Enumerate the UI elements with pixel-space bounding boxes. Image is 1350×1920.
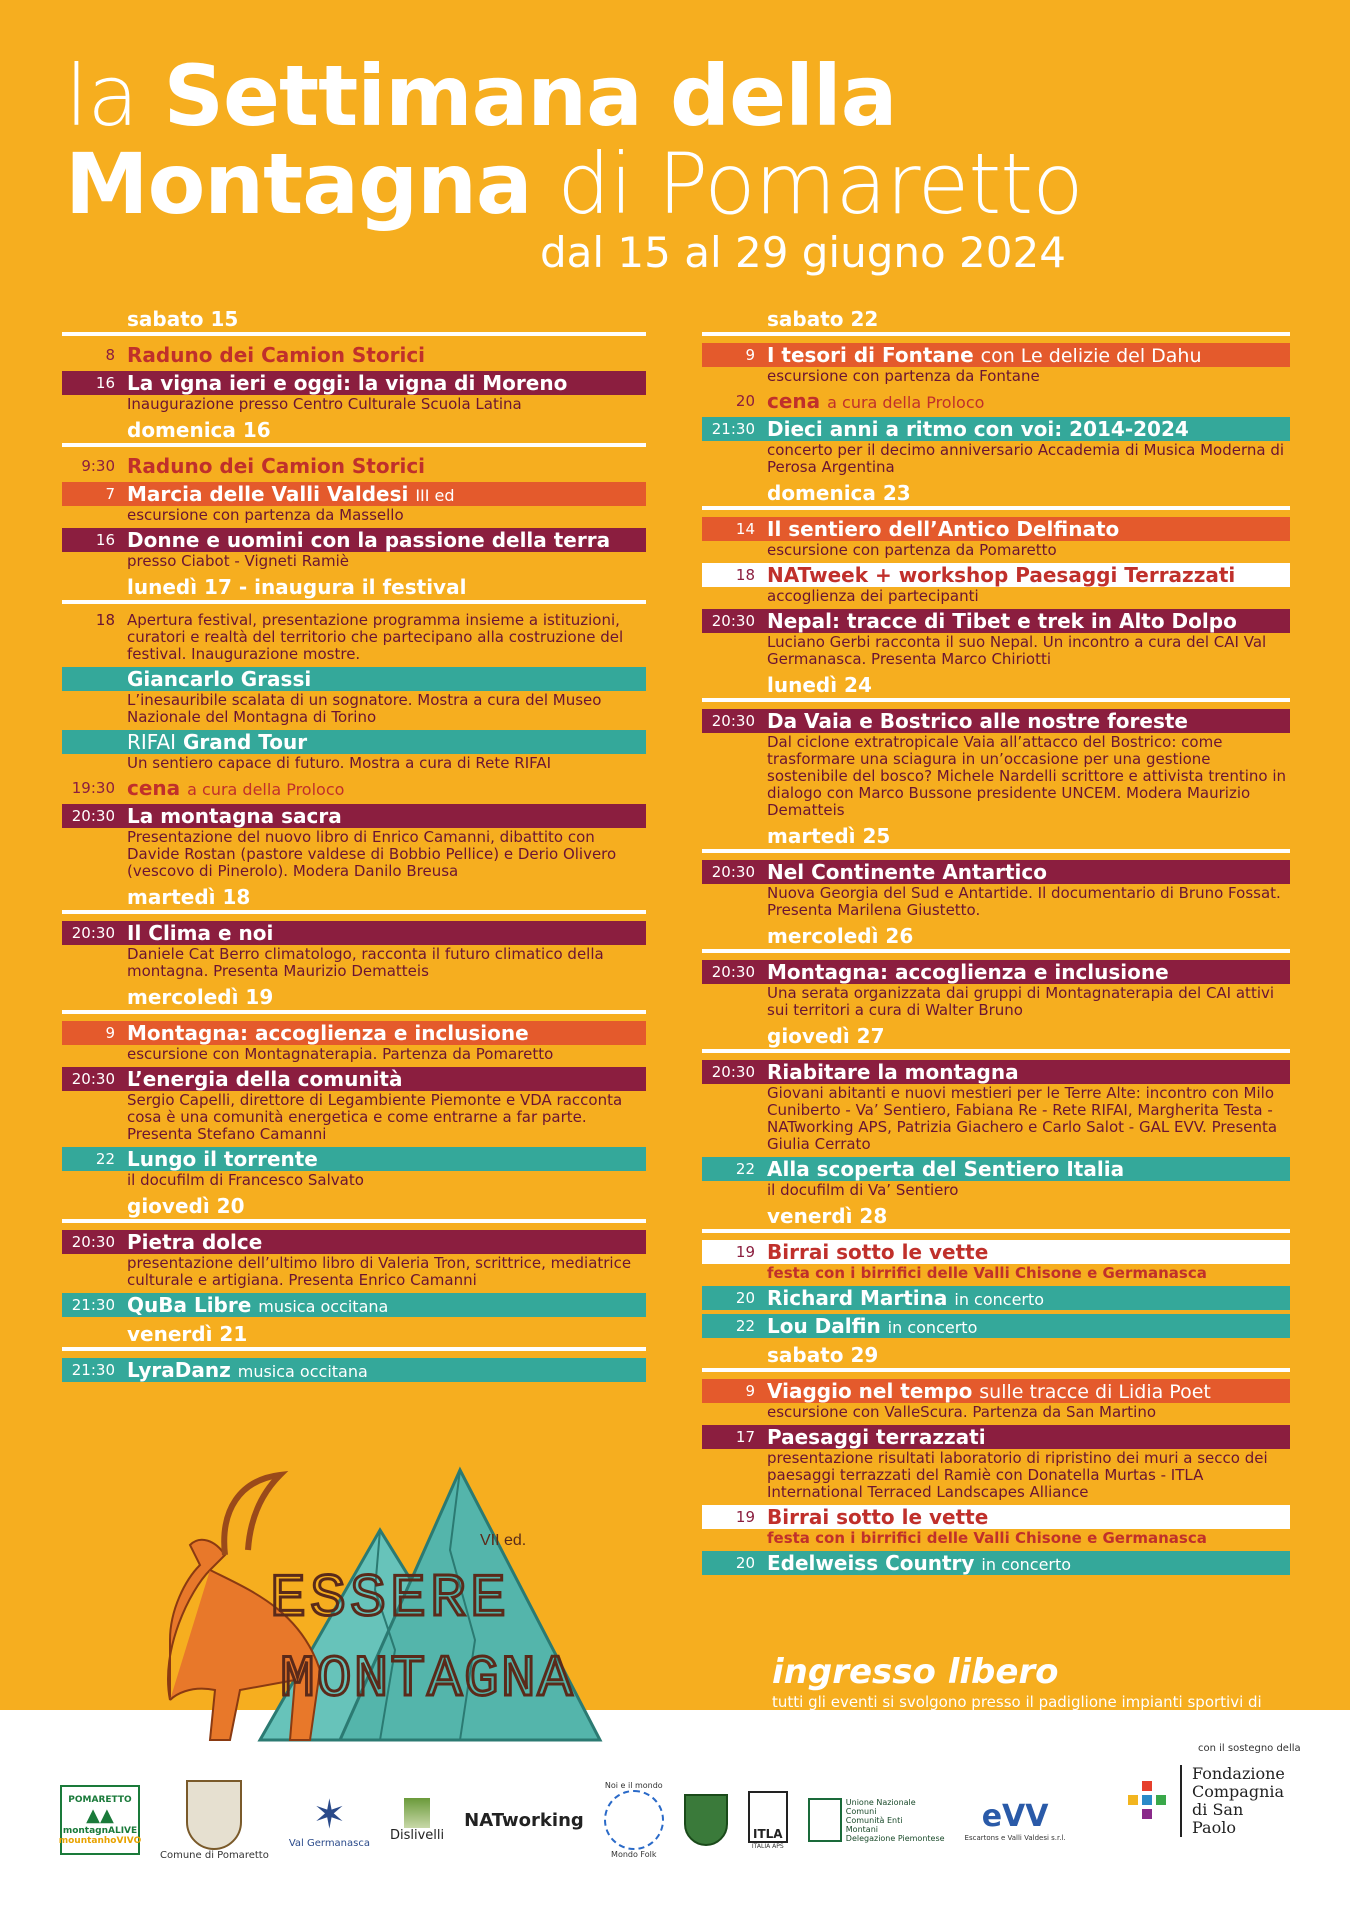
event-subtitle: a cura della Proloco [187, 780, 345, 799]
event-time: 9 [745, 346, 755, 364]
divider [62, 1219, 646, 1223]
program-right-column [702, 306, 1290, 1579]
shield-icon [684, 1794, 728, 1846]
event-time: 22 [735, 1160, 755, 1178]
event-title: cena [127, 776, 181, 800]
event-title: Birrai sotto le vette [767, 1505, 989, 1529]
event [62, 343, 646, 367]
partner-logos [60, 1765, 1300, 1875]
event [702, 1314, 1290, 1338]
event-title: Il sentiero dell’Antico Delfinato [767, 517, 1120, 541]
event-title: Raduno dei Camion Storici [127, 454, 426, 478]
event [702, 609, 1290, 668]
logo-text: Escartons e Valli Valdesi s.r.l. [964, 1833, 1066, 1842]
montagna-lettering: MONTAGNA [280, 1648, 575, 1713]
fondazione-name: Fondazione Compagnia di San Paolo [1180, 1765, 1290, 1837]
event-title: La vigna ieri e oggi: la vigna di Moreno [127, 371, 568, 395]
event-description: L’inesauribile scalata di un sognatore. Mostra a cura del Museo Nazionale del Montagna di Torino [127, 691, 602, 726]
divider [62, 1010, 646, 1014]
dislivelli-logo [390, 1798, 444, 1843]
day-heading: sabato 29 [767, 1343, 879, 1367]
event-description: Daniele Cat Berro climatologo, racconta il futuro climatico della montagna. Presenta Maurizio Dematteis [127, 945, 604, 980]
logo-text: Dislivelli [390, 1827, 445, 1843]
event [62, 611, 646, 663]
event-time: 20:30 [71, 924, 115, 942]
event-time: 18 [95, 611, 115, 629]
event-time: 16 [95, 374, 115, 392]
event-subtitle: sulle tracce di Lidia Poet [979, 1381, 1211, 1403]
event-title: Raduno dei Camion Storici [127, 343, 426, 367]
event-time: 19 [735, 1508, 755, 1526]
event-time: 21:30 [711, 420, 755, 438]
event-title: Marcia delle Valli Valdesi [127, 482, 409, 506]
event-title: NATweek + workshop Paesaggi Terrazzati [767, 563, 1236, 587]
ingresso-block [772, 1652, 1292, 1728]
edition-label: VII ed. [480, 1532, 527, 1549]
event-title: Nepal: tracce di Tibet e trek in Alto Dolpo [767, 609, 1237, 633]
event-title: Birrai sotto le vette [767, 1240, 989, 1264]
event-subtitle: in concerto [954, 1290, 1045, 1309]
event-title-prefix: RIFAI [127, 730, 177, 754]
event-title: L’energia della comunità [127, 1067, 403, 1091]
event-description: Nuova Georgia del Sud e Antartide. Il documentario di Bruno Fossat. Presenta Marilena Giustetto. [767, 884, 1281, 919]
event-description: Luciano Gerbi racconta il suo Nepal. Un incontro a cura del CAI Val Germanasca. Presenta Marco Chiriotti [767, 633, 1267, 668]
event-time: 20 [735, 1289, 755, 1307]
event-title: Il Clima e noi [127, 921, 274, 945]
event-title: Richard Martina [767, 1286, 948, 1310]
itla-logo [748, 1791, 788, 1850]
divider [62, 332, 646, 336]
divider [702, 1229, 1290, 1233]
evv-logo: eVV Escartons e Valli Valdesi s.r.l. [964, 1798, 1066, 1842]
day-heading: giovedì 27 [767, 1024, 885, 1048]
event [702, 563, 1290, 605]
logo-text: ITALIA APS [751, 1842, 784, 1850]
logo-text: Unione Nazionale Comuni Comunità Enti Montani [845, 1797, 916, 1834]
event [62, 482, 646, 524]
event-title: Montagna: accoglienza e inclusione [127, 1021, 529, 1045]
logo-text: Noi e il mondo [604, 1781, 663, 1790]
divider [702, 506, 1290, 510]
event-title: Nel Continente Antartico [767, 860, 1047, 884]
comune-pomaretto-logo [160, 1780, 269, 1861]
event [62, 1358, 646, 1382]
day-heading: mercoledì 19 [127, 985, 274, 1009]
event [702, 417, 1290, 476]
event-description: Giovani abitanti e nuovi mestieri per le Terre Alte: incontro con Milo Cuniberto - Va’ Sentiero, Fabiana Re - Rete RIFAI, Margherita Testa - NATworking APS, Patrizia Giachero e Carlo Salot - GAL EVV. Presenta Giulia Cerrato [767, 1084, 1278, 1153]
event-description: Apertura festival, presentazione programma insieme a istituzioni, curatori e realtà del territorio che partecipano alla costruzione del festival. Inaugurazione mostre. [127, 611, 624, 663]
event [702, 1379, 1290, 1421]
logo-text: POMARETTO [68, 1794, 132, 1805]
event [702, 1240, 1290, 1282]
event [702, 1551, 1290, 1575]
event [62, 730, 646, 772]
event-time: 21:30 [71, 1296, 115, 1314]
event-description: escursione con ValleScura. Partenza da San Martino [767, 1403, 1157, 1421]
event-time: 20:30 [711, 963, 755, 981]
event [62, 1147, 646, 1189]
mondo-folk-logo [604, 1781, 664, 1859]
event-description: Una serata organizzata dai gruppi di Montagnaterapia del CAI attivi sui territori a cura di Walter Bruno [767, 984, 1275, 1019]
divider [702, 1049, 1290, 1053]
event-time: 20:30 [71, 1070, 115, 1088]
event-description: festa con i birrifici delle Valli Chisone e Germanasca [767, 1529, 1207, 1547]
event-title: Edelweiss Country [767, 1551, 975, 1575]
event-description: accoglienza dei partecipanti [767, 587, 979, 605]
divider [702, 698, 1290, 702]
event-time: 20 [735, 1554, 755, 1572]
divider [62, 443, 646, 447]
event-dates: dal 15 al 29 giugno 2024 [540, 228, 1066, 277]
event-title: Montagna: accoglienza e inclusione [767, 960, 1169, 984]
event-title: QuBa Libre [127, 1293, 252, 1317]
event [702, 709, 1290, 819]
title-pomaretto: di Pomaretto [557, 135, 1083, 233]
title-settimana: Settimana della [163, 47, 897, 145]
event [702, 517, 1290, 559]
event-title: Alla scoperta del Sentiero Italia [767, 1157, 1125, 1181]
event-description: presentazione dell’ultimo libro di Valeria Tron, scrittrice, mediatrice culturale e artigiana. Presenta Enrico Camanni [127, 1254, 632, 1289]
event [62, 1230, 646, 1289]
day-heading: sabato 15 [127, 307, 239, 331]
logo-text: ITLA [752, 1826, 783, 1841]
event-time: 17 [735, 1428, 755, 1446]
divider [702, 949, 1290, 953]
event-subtitle: III ed [415, 486, 455, 505]
logo-text: Mondo Folk [611, 1850, 657, 1859]
divider [702, 1368, 1290, 1372]
day-heading: sabato 22 [767, 307, 879, 331]
event-time: 18 [735, 566, 755, 584]
event [62, 528, 646, 570]
event-time: 20:30 [711, 863, 755, 881]
event-time: 9 [105, 1024, 115, 1042]
event-description: escursione con partenza da Pomaretto [767, 541, 1057, 559]
event [62, 804, 646, 880]
event-title: Pietra dolce [127, 1230, 263, 1254]
event [702, 1425, 1290, 1501]
day-heading: domenica 23 [767, 481, 911, 505]
fondazione-mark-icon [1128, 1781, 1168, 1821]
event-title: Grand Tour [183, 730, 308, 754]
val-germanasca-logo: ✶ Val Germanasca [288, 1791, 370, 1849]
event [702, 1286, 1290, 1310]
event-time: 20:30 [71, 807, 115, 825]
day-heading: venerdì 28 [767, 1204, 888, 1228]
event [62, 371, 646, 413]
event-title: Lungo il torrente [127, 1147, 318, 1171]
event-subtitle: in concerto [887, 1318, 978, 1337]
event-time: 7 [105, 485, 115, 503]
event [62, 1067, 646, 1143]
event-time: 20:30 [71, 1233, 115, 1251]
event-time: 8 [105, 346, 115, 364]
event-description: Inaugurazione presso Centro Culturale Scuola Latina [127, 395, 522, 413]
event-time: 20:30 [711, 612, 755, 630]
event-time: 9 [745, 1382, 755, 1400]
event-title: Dieci anni a ritmo con voi: 2014-2024 [767, 417, 1189, 441]
event-description: Dal ciclone extratropicale Vaia all’attacco del Bostrico: come trasformare una sciagura in un’occasione per una gestione sostenibile del bosco? Michele Nardelli scrittore e attivista trentino in dialogo con Marco Bussone presidente UNCEM. Modera Maurizio Dematteis [767, 733, 1287, 819]
essere-montagna-artwork [130, 1440, 650, 1760]
divider [702, 849, 1290, 853]
day-heading: venerdì 21 [127, 1322, 248, 1346]
event-time: 20:30 [711, 712, 755, 730]
logo-text: montagnALIVE [62, 1825, 138, 1836]
event-subtitle: musica occitana [258, 1297, 389, 1316]
event-description: festa con i birrifici delle Valli Chisone e Germanasca [767, 1264, 1207, 1282]
event-title: LyraDanz [127, 1358, 231, 1382]
event-title: I tesori di Fontane [767, 343, 974, 367]
day-heading: giovedì 20 [127, 1194, 245, 1218]
event-time: 20 [735, 392, 755, 410]
fondazione-logo [1128, 1743, 1301, 1837]
event [62, 776, 646, 800]
day-heading: martedì 25 [767, 824, 891, 848]
day-heading: lunedì 17 - inaugura il festival [127, 575, 467, 599]
event-title: Paesaggi terrazzati [767, 1425, 986, 1449]
event-subtitle: con Le delizie del Dahu [980, 345, 1202, 367]
event-description: Sergio Capelli, direttore di Legambiente Piemonte e VDA racconta cosa è una comunità energetica e come entrarne a far parte. Presenta Stefano Camanni [127, 1091, 623, 1143]
event-title: Giancarlo Grassi [127, 667, 312, 691]
event-description: escursione con partenza da Massello [127, 506, 404, 524]
event [62, 454, 646, 478]
event-title: Donne e uomini con la passione della terra [127, 528, 611, 552]
logo-text: mountanhoVIVO [58, 1835, 142, 1846]
event-description: escursione con partenza da Fontane [767, 367, 1040, 385]
event-description: concerto per il decimo anniversario Accademia di Musica Moderna di Perosa Argentina [767, 441, 1285, 476]
divider [702, 332, 1290, 336]
day-heading: mercoledì 26 [767, 924, 914, 948]
event [702, 343, 1290, 385]
event [62, 921, 646, 980]
logo-text: Delegazione Piemontese [845, 1833, 945, 1843]
event-description: presso Ciabot - Vigneti Ramiè [127, 552, 349, 570]
event-subtitle: musica occitana [237, 1362, 368, 1381]
event [702, 860, 1290, 919]
divider [62, 910, 646, 914]
divider [62, 1347, 646, 1351]
divider [62, 600, 646, 604]
event [62, 1021, 646, 1063]
montagnalive-logo: POMARETTO ▲▲ montagnALIVE mountanhoVIVO [60, 1785, 140, 1855]
title-la: la [65, 47, 138, 145]
natworking-logo [464, 1810, 584, 1831]
event-time: 14 [735, 520, 755, 538]
event [702, 389, 1290, 413]
essere-lettering: ESSERE [270, 1566, 511, 1634]
poster-title [65, 47, 1315, 233]
day-heading: lunedì 24 [767, 673, 872, 697]
program-left-column [62, 306, 646, 1386]
event-subtitle: in concerto [981, 1555, 1072, 1574]
day-heading: martedì 18 [127, 885, 251, 909]
event-subtitle: a cura della Proloco [827, 393, 985, 412]
event [702, 1060, 1290, 1153]
event-title: cena [767, 389, 821, 413]
ingresso-heading: ingresso libero [772, 1652, 1059, 1692]
event [702, 1505, 1290, 1547]
event-description: il docufilm di Va’ Sentiero [767, 1181, 959, 1199]
event-title: Riabitare la montagna [767, 1060, 1019, 1084]
event-time: 19 [735, 1243, 755, 1261]
logo-text: Val Germanasca [288, 1837, 370, 1849]
event [702, 960, 1290, 1019]
sostegno-label: con il sostegno della [1198, 1743, 1301, 1754]
ingresso-text: tutti gli eventi si svolgono presso il padiglione impianti sportivi di Pomaretto laddove non indicato diversamente [772, 1693, 1262, 1728]
event [62, 667, 646, 726]
day-heading: domenica 16 [127, 418, 271, 442]
event-description: il docufilm di Francesco Salvato [127, 1171, 364, 1189]
event-title: Da Vaia e Bostrico alle nostre foreste [767, 709, 1188, 733]
event-time: 16 [95, 531, 115, 549]
event-time: 19:30 [71, 779, 115, 797]
event-time: 20:30 [711, 1063, 755, 1081]
event-title: Lou Dalfin [767, 1314, 881, 1338]
event-title: La montagna sacra [127, 804, 342, 828]
event-time: 21:30 [71, 1361, 115, 1379]
event [702, 1157, 1290, 1199]
event-title: Viaggio nel tempo [767, 1379, 973, 1403]
event-description: escursione con Montagnaterapia. Partenza da Pomaretto [127, 1045, 554, 1063]
event-time: 9:30 [81, 457, 115, 475]
event [62, 1293, 646, 1317]
event-time: 22 [735, 1317, 755, 1335]
uncem-logo [808, 1798, 945, 1843]
title-montagna: Montagna [65, 135, 532, 233]
event-description: Presentazione del nuovo libro di Enrico Camanni, dibattito con Davide Rostan (pastore valdese di Bobbio Pellice) e Derio Olivero (vescovo di Pinerolo). Modera Danilo Breusa [127, 828, 617, 880]
logo-text: Comune di Pomaretto [160, 1849, 269, 1861]
event-time: 22 [95, 1150, 115, 1168]
event-description: presentazione risultati laboratorio di ripristino dei muri a secco dei paesaggi terrazzati del Ramiè con Donatella Murtas - ITLA International Terraced Landscapes Alliance [767, 1449, 1268, 1501]
event-description: Un sentiero capace di futuro. Mostra a cura di Rete RIFAI [127, 754, 552, 772]
logo-text: NATworking [464, 1809, 584, 1831]
